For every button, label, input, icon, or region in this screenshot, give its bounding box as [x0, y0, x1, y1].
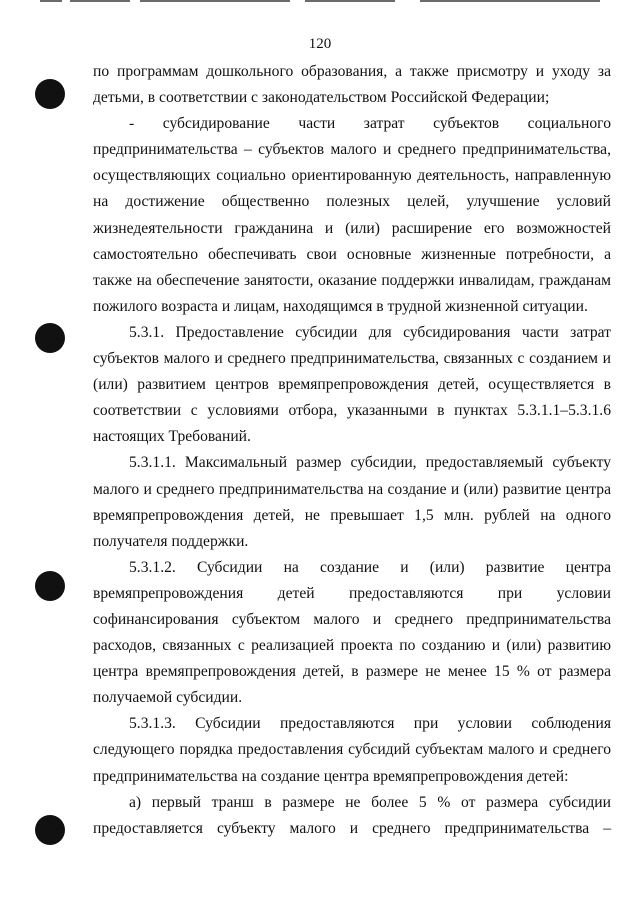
page-number: 120 — [308, 36, 332, 52]
paragraph-5-3-1: 5.3.1. Предоставление субсидии для субсидирования части затрат субъектов малого и среднего предпринимательства, связанных с созданием и (или) развитием центров времяпрепровождения детей, осуществляется в соответствии с условиями отбора, указанными в пунктах 5.3.1.1–5.3.1.6 настоящих Требований. — [93, 323, 611, 446]
punch-hole — [35, 323, 65, 353]
punch-hole — [35, 815, 65, 845]
scan-edge-mark — [40, 0, 62, 2]
paragraph-5-3-1-2: 5.3.1.2. Субсидии на создание и (или) развитие центра времяпрепровождения детей предоставляются при условии софинансирования субъектом малого и среднего предпринимательства расходов, связанных с реализацией проекта по созданию и (или) развитию центра времяпрепровождения детей, в размере не менее 15 % от размера получаемой субсидии. — [93, 558, 611, 707]
scan-edge-mark — [420, 0, 600, 2]
paragraph-continuation: по программам дошкольного образования, а также присмотру и уходу за детьми, в соответствии с законодательством Российской Федерации; — [93, 63, 611, 107]
scan-edge-mark — [70, 0, 130, 2]
paragraph-5-3-1-3: 5.3.1.3. Субсидии предоставляются при условии соблюдения следующего порядка предоставления субсидий субъектам малого и среднего предпринимательства на создание центра времяпрепровождения детей: — [93, 715, 611, 785]
punch-hole — [35, 571, 65, 601]
paragraph-item-a: а) первый транш в размере не более 5 % от размера субсидии предоставляется субъекту малого и среднего предпринимательства – — [93, 793, 611, 837]
paragraph-subsidy-social: - субсидирование части затрат субъектов социального предпринимательства – субъектов малого и среднего предпринимательства, осуществляющих социально ориентированную деятельность, направленную на достижение общественно полезных целей, улучшение условий жизнедеятельности гражданина и (или) расширение его возможностей самостоятельно обеспечивать свои основные жизненные потребности, а также на обеспечение занятости, оказание поддержки инвалидам, гражданам пожилого возраста и лицам, находящимся в трудной жизненной ситуации. — [93, 115, 611, 315]
paragraph-5-3-1-1: 5.3.1.1. Максимальный размер субсидии, предоставляемый субъекту малого и среднего предпринимательства на создание и (или) развитие центра времяпрепровождения детей, не превышает 1,5 млн. рублей на одного получателя поддержки. — [93, 454, 611, 550]
punch-hole — [35, 79, 65, 109]
scan-edge-mark — [140, 0, 290, 2]
body-text — [93, 59, 611, 842]
scan-edge-mark — [305, 0, 395, 2]
